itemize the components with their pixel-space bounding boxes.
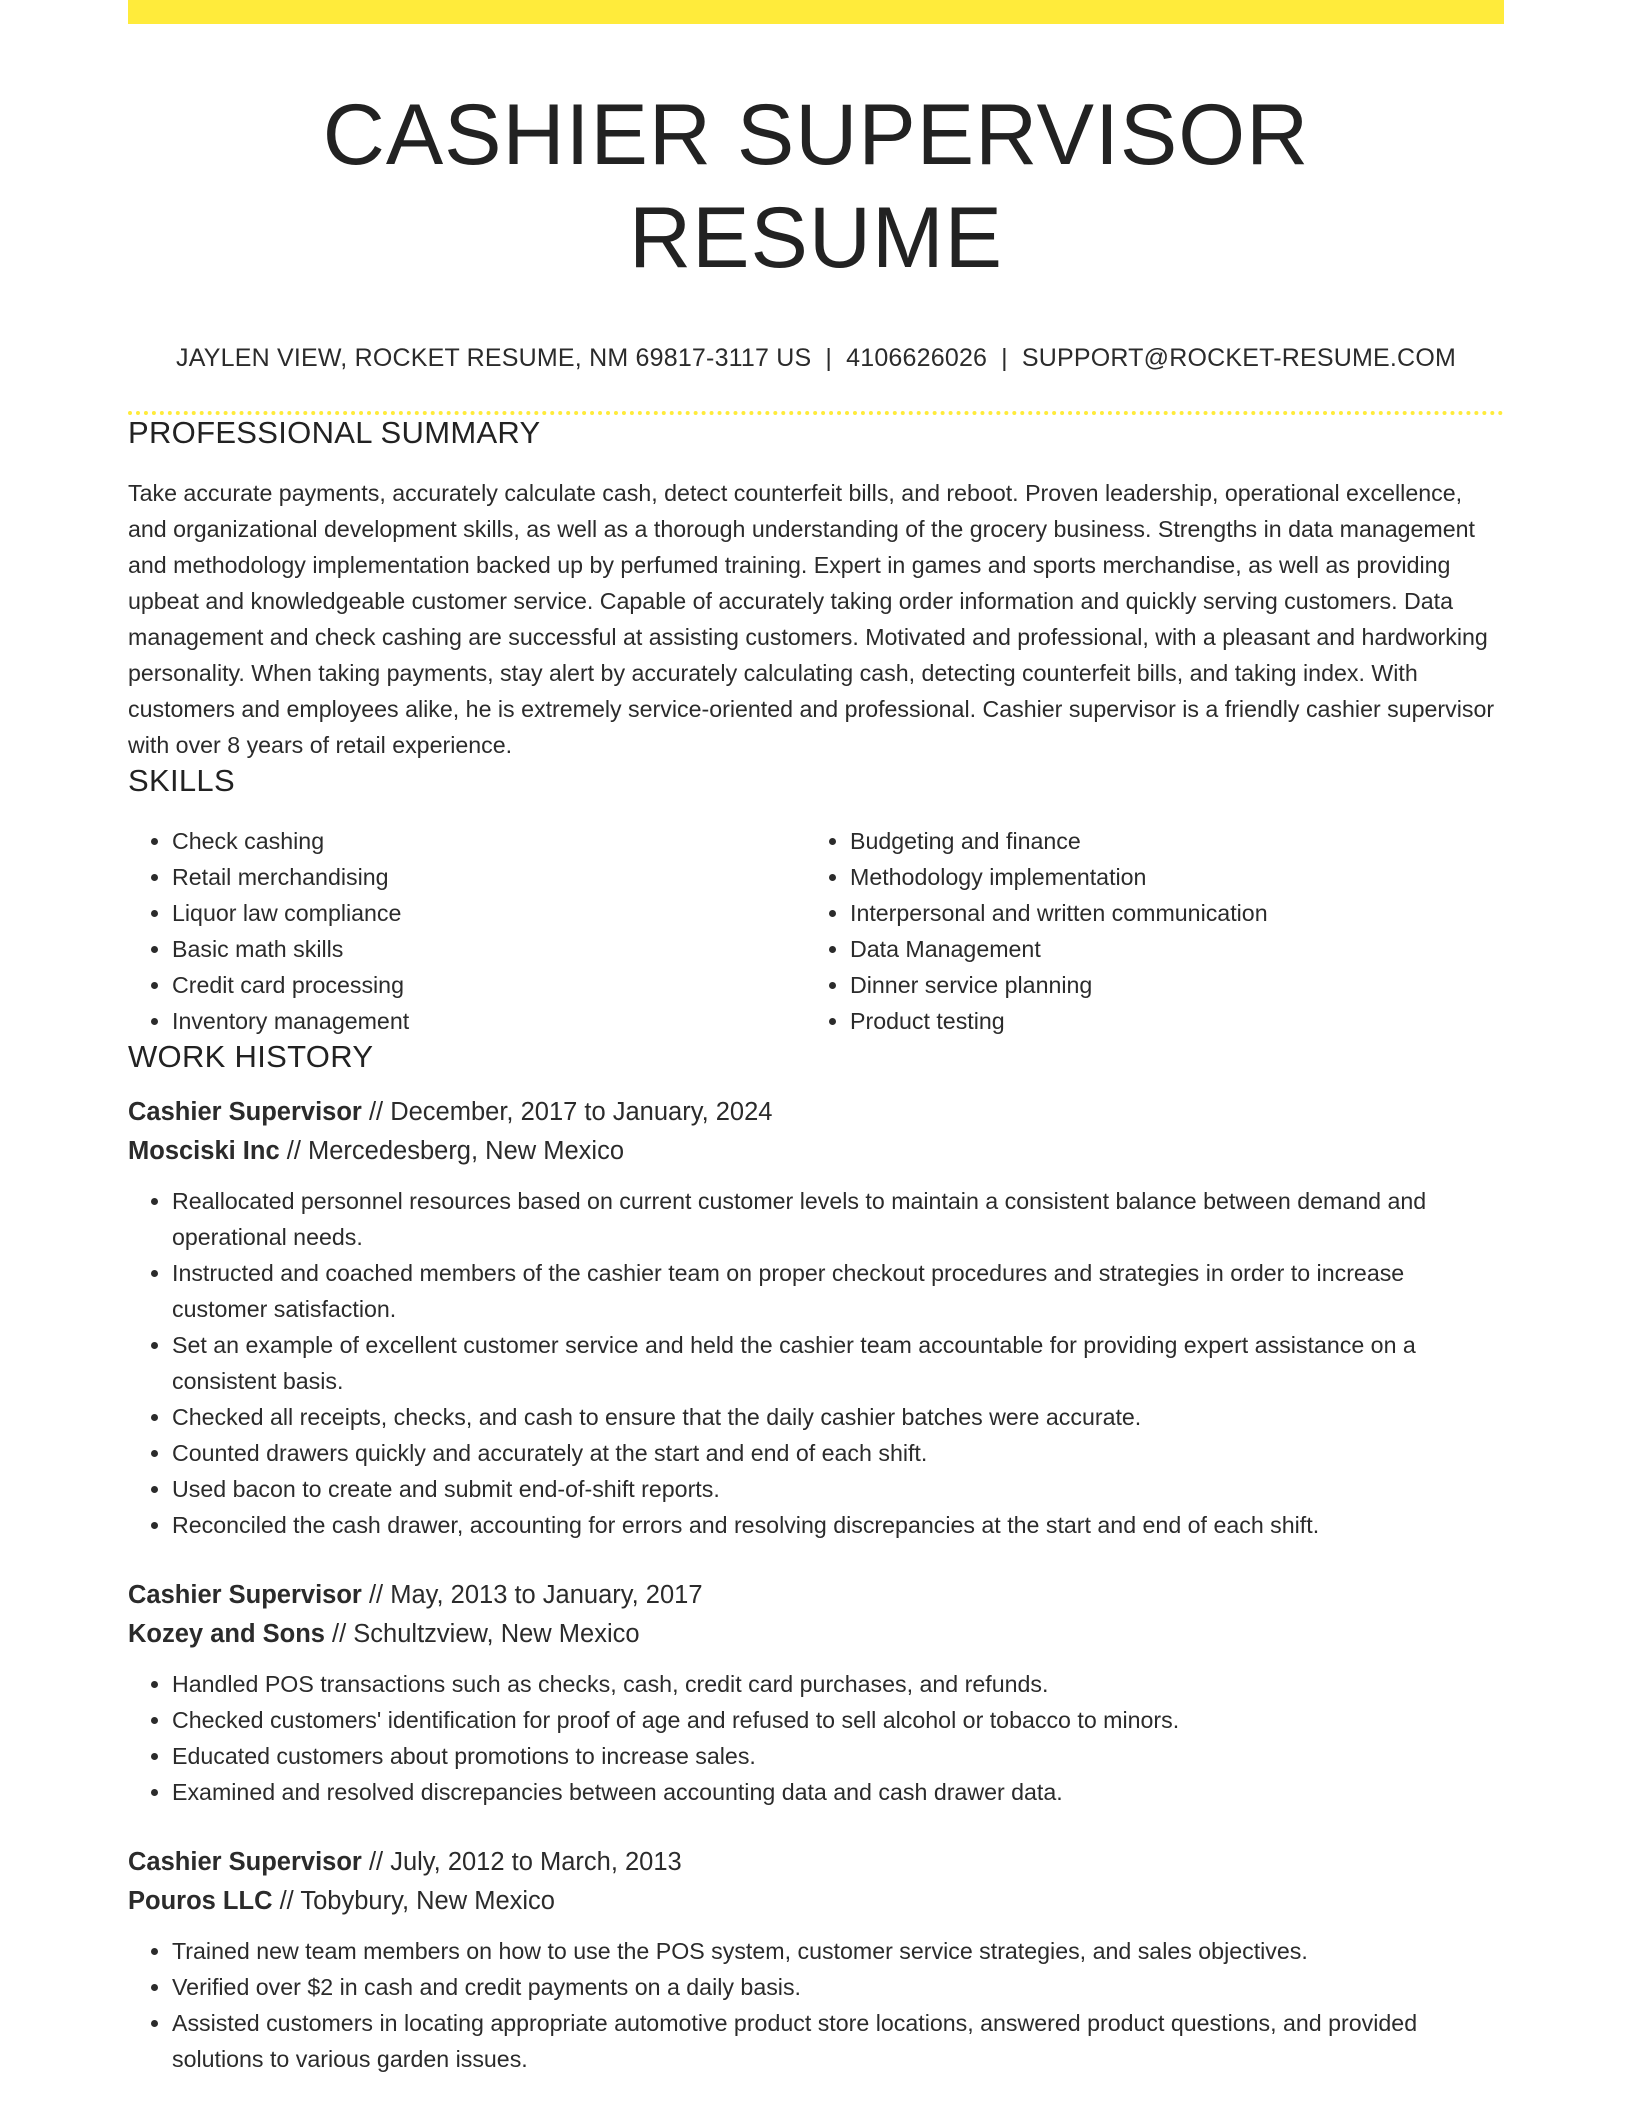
skill-item: • Budgeting and finance [850,823,1484,859]
job-dates: // December, 2017 to January, 2024 [361,1098,773,1127]
resume-page [128,0,1504,2077]
job-dates: // May, 2013 to January, 2017 [361,1581,703,1610]
contact-separator: | [825,344,833,373]
skill-item: • Credit card processing [172,967,806,1003]
job-title: Cashier Supervisor [128,1098,362,1127]
job-bullet-list [128,1183,1504,1543]
skill-item: • Retail merchandising [172,859,806,895]
job-bullet: • Reallocated personnel resources based on current customer levels to maintain a consistent balance between demand and operational needs. [172,1183,1504,1255]
skills-column-right [806,823,1484,1039]
contact-line [128,344,1504,373]
job-company-line [128,1882,1504,1921]
job-bullet: • Counted drawers quickly and accurately at the start and end of each shift. [172,1435,1504,1471]
skills-column-left [128,823,806,1039]
skill-item: • Product testing [850,1003,1484,1039]
job-title-line [128,1576,1504,1615]
job-bullet: • Instructed and coached members of the cashier team on proper checkout procedures and strategies in order to increase customer satisfaction. [172,1255,1504,1327]
job-title: Cashier Supervisor [128,1581,362,1610]
skill-item: • Interpersonal and written communication [850,895,1484,931]
job-title: Cashier Supervisor [128,1848,362,1877]
job-bullet: • Trained new team members on how to use the POS system, customer service strategies, and sales objectives. [172,1933,1504,1969]
skill-item: • Inventory management [172,1003,806,1039]
contact-phone: 4106626026 [846,344,988,373]
skill-item: • Data Management [850,931,1484,967]
job-entry [128,1843,1504,2077]
skill-item: • Liquor law compliance [172,895,806,931]
contact-address: JAYLEN VIEW, ROCKET RESUME, NM 69817-3117 US [176,344,812,373]
job-bullet: • Set an example of excellent customer service and held the cashier team accountable for providing expert assistance on a consistent basis. [172,1327,1504,1399]
skills-heading: SKILLS [128,763,235,799]
job-title-line [128,1093,1504,1132]
job-location: // Tobybury, New Mexico [272,1887,555,1916]
skill-item: • Basic math skills [172,931,806,967]
job-company: Mosciski Inc [128,1137,280,1166]
job-company: Kozey and Sons [128,1620,325,1649]
job-bullet: • Examined and resolved discrepancies between accounting data and cash drawer data. [172,1774,1504,1810]
accent-top-bar [128,0,1504,24]
job-bullet-list [128,1933,1504,2077]
job-bullet: • Assisted customers in locating appropriate automotive product store locations, answered product questions, and provided solutions to various garden issues. [172,2005,1504,2077]
resume-title: CASHIER SUPERVISOR RESUME [322,87,1310,287]
job-company-line [128,1132,1504,1171]
work-history-list [128,1093,1504,2077]
summary-heading: PROFESSIONAL SUMMARY [128,415,541,451]
job-dates: // July, 2012 to March, 2013 [361,1848,682,1877]
job-bullet: • Educated customers about promotions to increase sales. [172,1738,1504,1774]
job-bullet: • Used bacon to create and submit end-of-shift reports. [172,1471,1504,1507]
job-location: // Schultzview, New Mexico [324,1620,640,1649]
job-company: Pouros LLC [128,1887,273,1916]
job-bullet: • Handled POS transactions such as checks, cash, credit card purchases, and refunds. [172,1666,1504,1702]
skills-grid [128,823,1504,1039]
job-location: // Mercedesberg, New Mexico [279,1137,625,1166]
job-bullet-list [128,1666,1504,1810]
job-bullet: • Reconciled the cash drawer, accounting for errors and resolving discrepancies at the start and end of each shift. [172,1507,1504,1543]
job-company-line [128,1615,1504,1654]
skill-item: • Dinner service planning [850,967,1484,1003]
skill-item: • Methodology implementation [850,859,1484,895]
contact-separator: | [1001,344,1008,373]
job-bullet: • Checked customers' identification for proof of age and refused to sell alcohol or tobacco to minors. [172,1702,1504,1738]
job-bullet: • Checked all receipts, checks, and cash to ensure that the daily cashier batches were accurate. [172,1399,1504,1435]
summary-text: Take accurate payments, accurately calculate cash, detect counterfeit bills, and reboot. Proven leadership, operational excellence, and organizational development skills, as well as a thorough understanding of the grocery business. Strengths in data management and methodology implementation backed up by perfumed training. Expert in games and sports merchandise, as well as providing upbeat and knowledgeable customer service. Capable of accurately taking order information and quickly serving customers. Data management and check cashing are successful at assisting customers. Motivated and professional, with a pleasant and hardworking personality. When taking payments, stay alert by accurately calculating cash, detecting counterfeit bills, and taking index. With customers and employees alike, he is extremely service-oriented and professional. Cashier supervisor is a friendly cashier supervisor with over 8 years of retail experience. [128,480,1495,759]
job-entry [128,1576,1504,1810]
job-entry [128,1093,1504,1543]
skill-item: • Check cashing [172,823,806,859]
job-bullet: • Verified over $2 in cash and credit payments on a daily basis. [172,1969,1504,2005]
contact-email: SUPPORT@ROCKET-RESUME.COM [1021,344,1456,373]
work-history-heading: WORK HISTORY [128,1039,374,1075]
job-title-line [128,1843,1504,1882]
